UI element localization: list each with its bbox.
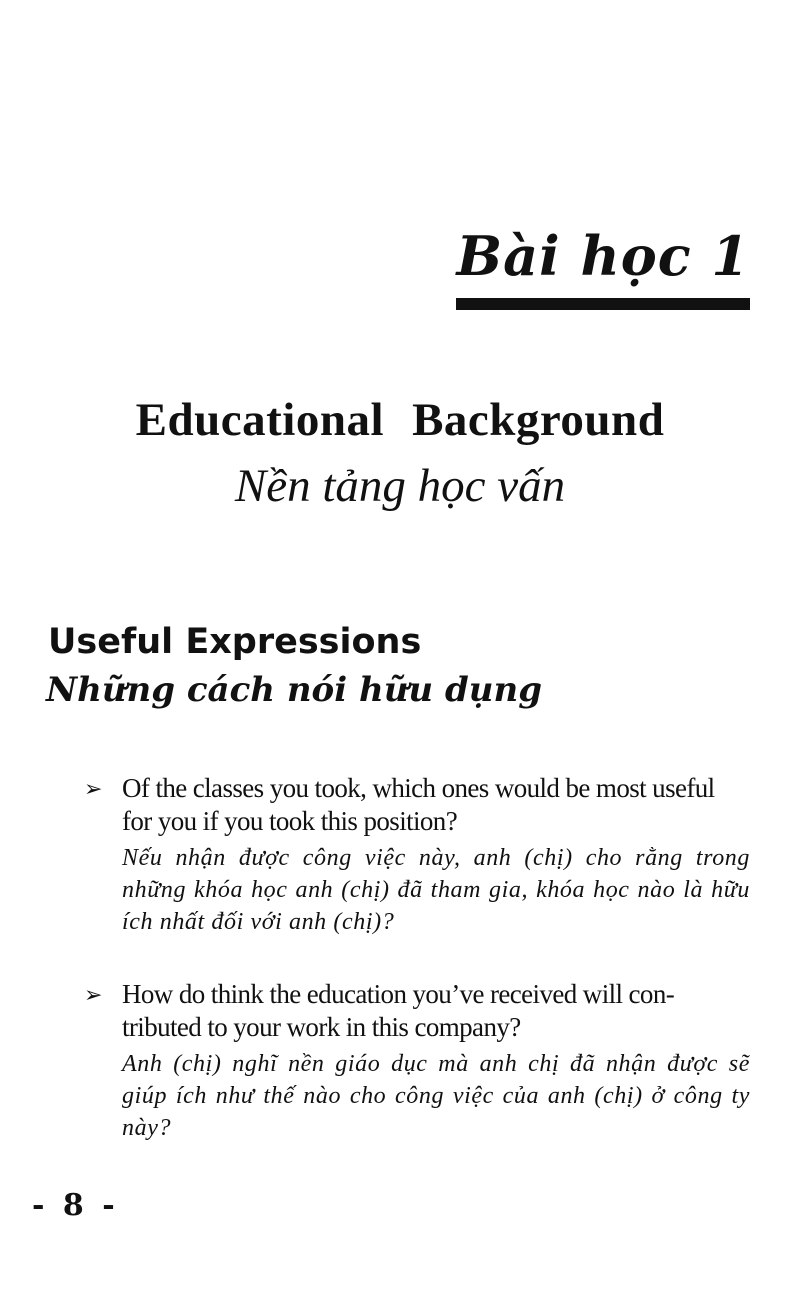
chapter-title-en (0, 392, 800, 448)
expression-english: How do think the education you’ve received will con-tributed to your work in this company? (122, 979, 675, 1042)
chapter-title-vi: Nền tảng học vấn (234, 460, 566, 512)
arrow-bullet-icon: ➢ (84, 983, 103, 1008)
chapter-title-en-word-1: Educational (135, 394, 385, 446)
lesson-title-rule (456, 298, 750, 310)
expression-item (84, 978, 750, 1144)
section-title-en: Useful Expressions (48, 622, 422, 662)
lesson-title: Bài học 1 (456, 224, 750, 288)
section-title-vi: Những cách nói hữu dụng (46, 670, 542, 710)
expression-english: Of the classes you took, which ones would be most useful for you if you took this position? (122, 773, 715, 836)
page-number: - 8 - (32, 1188, 119, 1223)
arrow-bullet-icon: ➢ (84, 777, 103, 802)
expression-vietnamese: Anh (chị) nghĩ nền giáo dục mà anh chị đã nhận được sẽ giúp ích như thế nào cho công việc của anh (chị) ở công ty này? (122, 1051, 750, 1141)
chapter-title-en-word-2: Background (412, 394, 665, 446)
expression-item (84, 772, 750, 938)
expression-vietnamese: Nếu nhận được công việc này, anh (chị) cho rằng trong những khóa học anh (chị) đã tham gia, khóa học nào là hữu ích nhất đối với anh (chị)? (122, 845, 750, 935)
